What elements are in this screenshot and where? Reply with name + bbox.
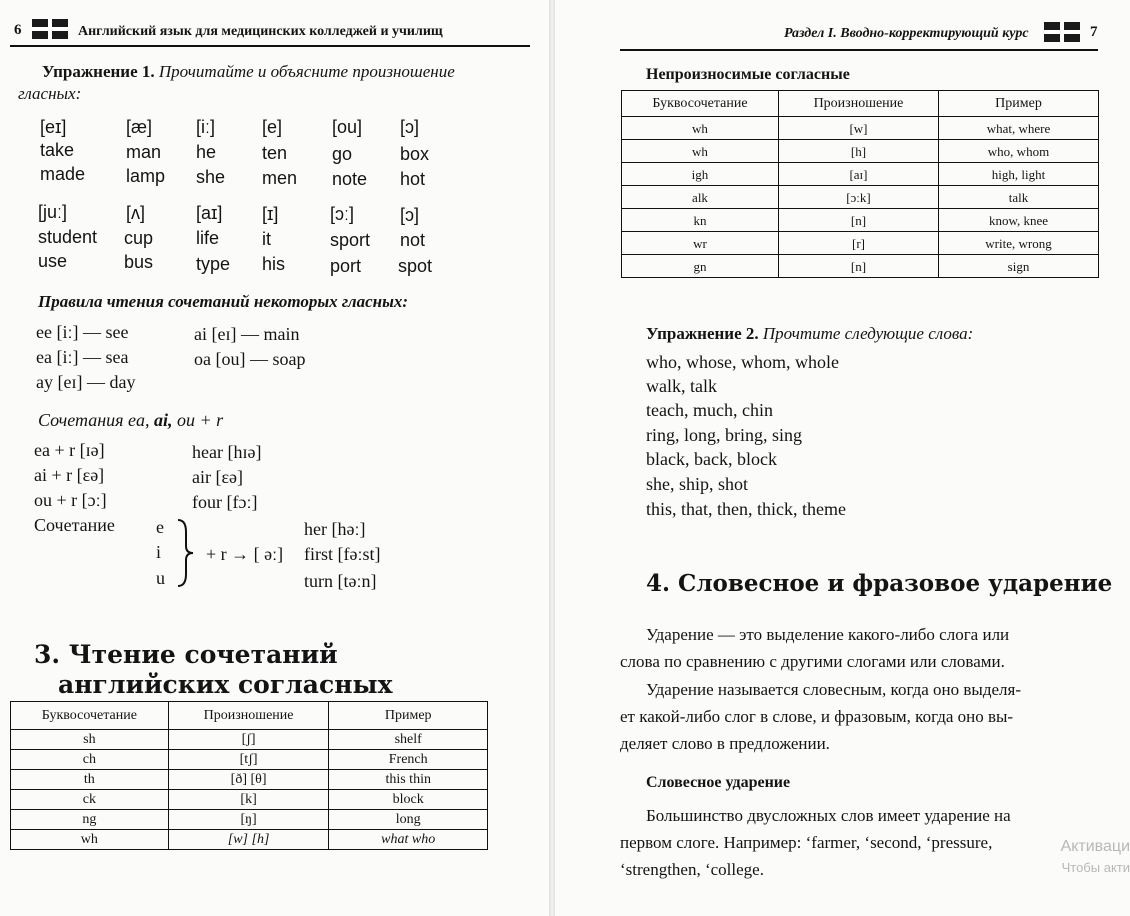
table-header: Произношение (778, 91, 938, 117)
table-cell: [r] (778, 232, 938, 255)
grid-cell: [æ] (126, 117, 153, 137)
reading-rules-title: Правила чтения сочетаний некоторых гласных: (38, 292, 409, 311)
grid-cell: bus (124, 252, 154, 272)
uk-flag-icon (1044, 22, 1080, 42)
grid-cell: made (40, 164, 86, 184)
table-cell: who, whom (938, 140, 1098, 163)
header-rule (620, 49, 1098, 51)
table-row (11, 790, 488, 810)
word-line: ring, long, bring, sing (646, 425, 802, 445)
paragraph-line: деляет слово в предложении. (620, 734, 830, 753)
silent-consonants-title: Непроизносимые согласные (646, 66, 850, 83)
table-cell: th (11, 770, 169, 790)
paragraph-line: первом слоге. Например: ‘farmer, ‘second, ‘pressure, (620, 833, 993, 852)
combinations-title: Сочетания ea, ai, ou + r (38, 410, 224, 430)
word-line: teach, much, chin (646, 400, 773, 420)
grid-cell: ten (262, 143, 288, 163)
table-cell: shelf (329, 730, 488, 750)
table-row (622, 140, 1099, 163)
table-row (622, 117, 1099, 140)
table-header: Буквосочетание (622, 91, 779, 117)
table-row (11, 750, 488, 770)
table-cell: what, where (938, 117, 1098, 140)
table-cell: know, knee (938, 209, 1098, 232)
grid-cell: it (262, 229, 271, 249)
table-header: Пример (938, 91, 1098, 117)
grid-cell: his (262, 254, 286, 274)
grid-cell: box (400, 144, 430, 164)
table-row (11, 770, 488, 790)
table-cell: alk (622, 186, 779, 209)
rule-item: ay [eɪ] — day (36, 372, 136, 392)
combo-example: first [fəːst] (304, 544, 381, 564)
word-line: who, whose, whom, whole (646, 352, 839, 372)
combination-item: hear [hɪə] (192, 442, 262, 462)
paragraph-line: Ударение называется словесным, когда оно выделя- (646, 680, 1021, 699)
page-number: 7 (1090, 24, 1098, 40)
table-row (622, 163, 1099, 186)
table-cell: [aɪ] (778, 163, 938, 186)
grid-cell: [e] (262, 117, 283, 137)
table-cell: [k] (168, 790, 329, 810)
grid-cell: man (126, 142, 162, 162)
table-cell: talk (938, 186, 1098, 209)
table-row (622, 209, 1099, 232)
grid-cell: use (38, 251, 68, 271)
table-cell: long (329, 810, 488, 830)
grid-cell: [ɪ] (262, 204, 279, 224)
header-rule (10, 45, 530, 47)
table-cell: wr (622, 232, 779, 255)
rule-item: ai [eɪ] — main (194, 324, 300, 344)
combination-item: four [fɔː] (192, 492, 258, 512)
table-cell: what who (329, 830, 488, 850)
rule-item: oa [ou] — soap (194, 349, 306, 369)
grid-cell: go (332, 144, 353, 164)
table-row (622, 186, 1099, 209)
table-cell: [w] [h] (168, 830, 329, 850)
grid-cell: type (196, 254, 231, 274)
table-row (11, 730, 488, 750)
grid-cell: cup (124, 228, 154, 248)
grid-cell: not (400, 230, 426, 250)
paragraph-line: ет какой-либо слог в слове, и фразовым, когда оно вы- (620, 707, 1014, 726)
table-row (622, 255, 1099, 278)
grid-cell: [aɪ] (196, 203, 223, 223)
table-header: Пример (329, 702, 488, 730)
table-cell: ck (11, 790, 169, 810)
word-line: walk, talk (646, 376, 717, 396)
grid-cell: student (38, 227, 98, 247)
exercise-1-title: Упражнение 1. Прочитайте и объясните произношение (42, 62, 455, 81)
table-cell: wh (622, 117, 779, 140)
paragraph-line: Большинство двусложных слов имеет ударение на (646, 806, 1011, 825)
grid-cell: lamp (126, 166, 166, 186)
grid-cell: sport (330, 230, 371, 250)
table-header-row (622, 91, 1099, 117)
table-cell: igh (622, 163, 779, 186)
table-cell: [h] (778, 140, 938, 163)
table-cell: [tʃ] (168, 750, 329, 770)
table-cell: gn (622, 255, 779, 278)
combination-item: ou + r [ɔː] (34, 490, 107, 510)
table-cell: ch (11, 750, 169, 770)
rule-item: ea [iː] — sea (36, 347, 129, 367)
table-header: Буквосочетание (11, 702, 169, 730)
combo-letter: e (156, 517, 164, 537)
running-head: Раздел I. Вводно-корректирующий курс (784, 26, 1029, 41)
grid-cell: take (40, 140, 75, 160)
silent-consonants-table (621, 90, 1099, 278)
table-cell: block (329, 790, 488, 810)
page-number: 6 (14, 22, 22, 38)
grid-cell: life (196, 228, 220, 248)
section-4-title: 4. Словесное и фразовое ударение (646, 570, 1113, 597)
table-cell: sh (11, 730, 169, 750)
combination-item: ai + r [ɛə] (34, 465, 105, 485)
exercise-1-title-cont: гласных: (18, 84, 82, 103)
table-header: Произношение (168, 702, 329, 730)
table-cell: ng (11, 810, 169, 830)
table-cell: wh (11, 830, 169, 850)
combo-example: her [həː] (304, 519, 366, 539)
combo-letter: u (156, 568, 165, 588)
table-cell: kn (622, 209, 779, 232)
table-row (622, 232, 1099, 255)
rule-item: ee [iː] — see (36, 322, 129, 342)
consonants-table (10, 701, 488, 850)
table-cell: this thin (329, 770, 488, 790)
combo-rule: + r → [ əː] (206, 544, 284, 564)
table-cell: [w] (778, 117, 938, 140)
table-cell: [ð] [θ] (168, 770, 329, 790)
grid-cell: port (330, 256, 362, 276)
grid-cell: spot (398, 256, 433, 276)
curly-brace-icon (174, 518, 196, 588)
table-cell: [ɔːk] (778, 186, 938, 209)
combination-item: air [ɛə] (192, 467, 244, 487)
grid-cell: he (196, 142, 217, 162)
book-spine (549, 0, 555, 916)
table-row (11, 810, 488, 830)
table-cell: [n] (778, 209, 938, 232)
subheading: Словесное ударение (646, 774, 791, 791)
table-cell: [n] (778, 255, 938, 278)
grid-cell: [iː] (196, 117, 216, 137)
grid-cell: [ɔ] (400, 117, 420, 137)
table-cell: [ŋ] (168, 810, 329, 830)
left-page (0, 0, 548, 916)
combo-letter: i (156, 542, 162, 562)
table-cell: high, light (938, 163, 1098, 186)
table-cell: write, wrong (938, 232, 1098, 255)
activation-watermark: Активаци (1060, 838, 1130, 855)
grid-cell: [eɪ] (40, 117, 67, 137)
table-cell: French (329, 750, 488, 770)
table-cell: wh (622, 140, 779, 163)
combo-label: Сочетание (34, 515, 115, 535)
grid-cell: note (332, 169, 368, 189)
exercise-2-title: Упражнение 2. Прочтите следующие слова: (646, 324, 974, 343)
combo-example: turn [təːn] (304, 571, 377, 591)
table-cell: [ʃ] (168, 730, 329, 750)
grid-cell: [ou] (332, 117, 363, 137)
grid-cell: [ʌ] (126, 203, 146, 223)
grid-cell: [juː] (38, 202, 68, 222)
combination-item: ea + r [ɪə] (34, 440, 105, 460)
word-line: black, back, block (646, 449, 777, 469)
grid-cell: men (262, 168, 298, 188)
word-line: this, that, then, thick, theme (646, 499, 846, 519)
table-header-row (11, 702, 488, 730)
grid-cell: she (196, 167, 226, 187)
right-page (556, 0, 1130, 916)
section-3-title: 3. Чтение сочетаний (34, 640, 338, 669)
paragraph-line: слова по сравнению с другими слогами или словами. (620, 652, 1005, 671)
table-row (11, 830, 488, 850)
section-3-title-cont: английских согласных (58, 670, 393, 699)
uk-flag-icon (32, 19, 68, 39)
word-line: she, ship, shot (646, 474, 749, 494)
activation-watermark: Чтобы акти (1061, 860, 1130, 875)
table-cell: sign (938, 255, 1098, 278)
paragraph-line: Ударение — это выделение какого-либо слога или (646, 625, 1010, 644)
paragraph-line: ‘strengthen, ‘college. (620, 860, 764, 879)
grid-cell: [ɔ] (400, 205, 420, 225)
grid-cell: hot (400, 169, 426, 189)
running-head: Английский язык для медицинских колледжей и училищ (78, 24, 443, 39)
grid-cell: [ɔː] (330, 204, 355, 224)
